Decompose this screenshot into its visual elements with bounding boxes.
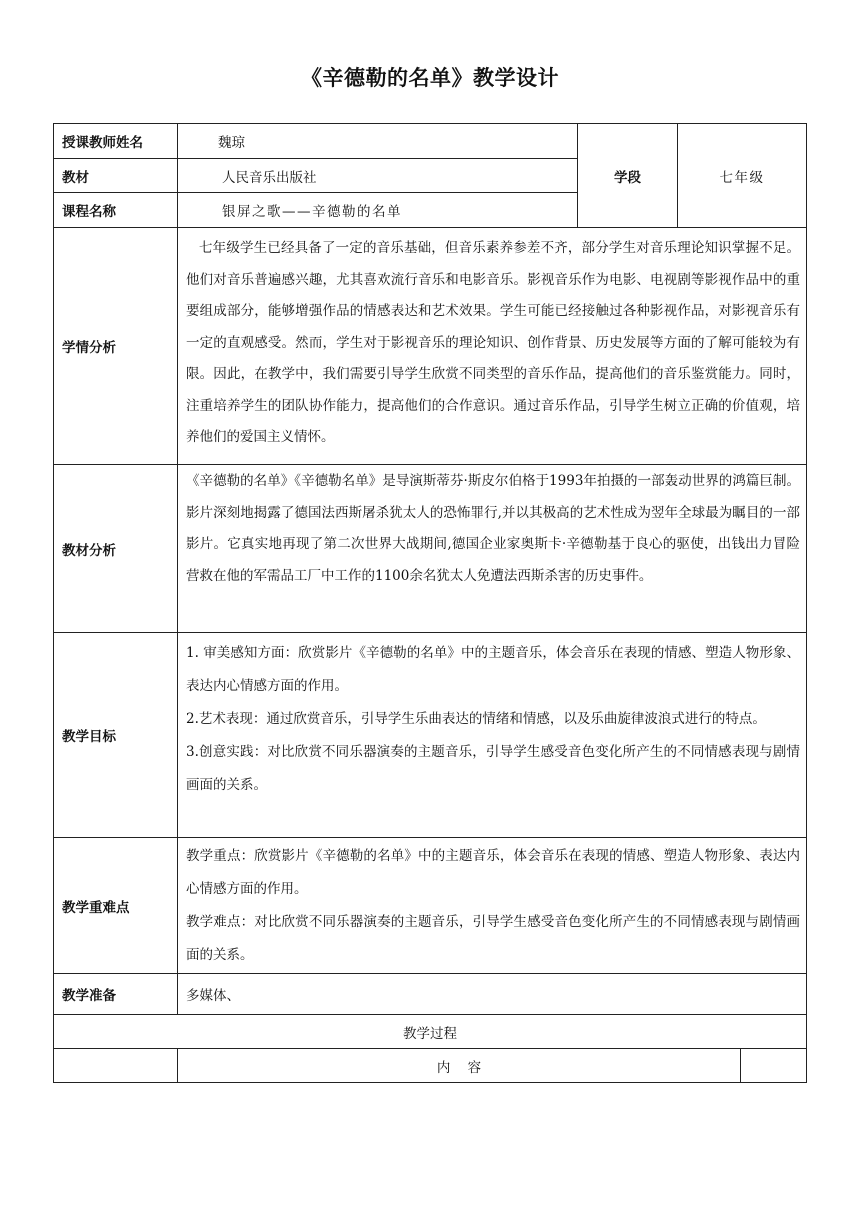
key-points-list bbox=[186, 840, 800, 972]
teacher-label: 授课教师姓名 bbox=[62, 135, 143, 151]
material-label: 教材 bbox=[62, 169, 89, 186]
process-content-header: 内 容 bbox=[436, 1059, 482, 1076]
preparation-value: 多媒体、 bbox=[186, 988, 240, 1004]
student-analysis-text: 七年级学生已经具备了一定的音乐基础，但音乐素养参差不齐，部分学生对音乐理论知识掌握不足。他们对音乐普遍感兴趣，尤其喜欢流行音乐和电影音乐。影视音乐作为电影、电视剧等影视作品中的重要组成部分，能够增强作品的情感表达和艺术效果。学生可能已经接触过各种影视作品，对影视音乐有一定的直观感受。然而，学生对于影视音乐的理论知识、创作背景、历史发展等方面的了解可能较为有限。因此，在教学中，我们需要引导学生欣赏不同类型的音乐作品，提高他们的音乐鉴赏能力。同时，注重培养学生的团队协作能力，提高他们的合作意识。通过音乐作品，引导学生树立正确的价值观，培养他们的爱国主义情怀。 bbox=[186, 240, 800, 445]
objectives-label: 教学目标 bbox=[62, 729, 116, 745]
objective-item: 3.创意实践：对比欣赏不同乐器演奏的主题音乐，引导学生感受音色变化所产生的不同情感表现与剧情画面的关系。 bbox=[186, 744, 800, 793]
objective-item: 2.艺术表现：通过欣赏音乐，引导学生乐曲表达的情绪和情感，以及乐曲旋律波浪式进行的特点。 bbox=[186, 711, 766, 727]
objectives-list bbox=[186, 637, 800, 802]
objective-item: 1. 审美感知方面：欣赏影片《辛德勒的名单》中的主题音乐，体会音乐在表现的情感、塑造人物形象、表达内心情感方面的作用。 bbox=[186, 645, 800, 694]
teacher-value: 魏琼 bbox=[218, 135, 245, 151]
preparation-label: 教学准备 bbox=[62, 988, 116, 1004]
stage-value: 七年级 bbox=[719, 169, 765, 186]
student-analysis-label: 学情分析 bbox=[62, 340, 116, 356]
key-point-item: 教学难点：对比欣赏不同乐器演奏的主题音乐，引导学生感受音色变化所产生的不同情感表现与剧情画面的关系。 bbox=[186, 914, 800, 963]
material-value: 人民音乐出版社 bbox=[222, 169, 317, 186]
key-point-item: 教学重点：欣赏影片《辛德勒的名单》中的主题音乐，体会音乐在表现的情感、塑造人物形象、表达内心情感方面的作用。 bbox=[186, 848, 800, 897]
key-points-label: 教学重难点 bbox=[62, 899, 130, 916]
course-label: 课程名称 bbox=[62, 204, 116, 220]
course-value: 银屏之歌——辛德勒的名单 bbox=[222, 204, 402, 220]
stage-label: 学段 bbox=[614, 169, 641, 186]
material-analysis-text: 《辛德勒的名单》《辛德勒名单》是导演斯蒂芬·斯皮尔伯格于1993年拍摄的一部轰动世界的鸿篇巨制。影片深刻地揭露了德国法西斯屠杀犹太人的恐怖罪行,并以其极高的艺术性成为翌年全球最为瞩目的一部影片。它真实地再现了第二次世界大战期间,德国企业家奥斯卡·辛德勒基于良心的驱使，出钱出力冒险营救在他的军需品工厂中工作的1100余名犹太人免遭法西斯杀害的历史事件。 bbox=[186, 473, 800, 584]
material-analysis-label: 教材分析 bbox=[62, 542, 116, 559]
document-title: 《辛德勒的名单》教学设计 bbox=[301, 66, 559, 90]
process-heading: 教学过程 bbox=[403, 1025, 457, 1042]
